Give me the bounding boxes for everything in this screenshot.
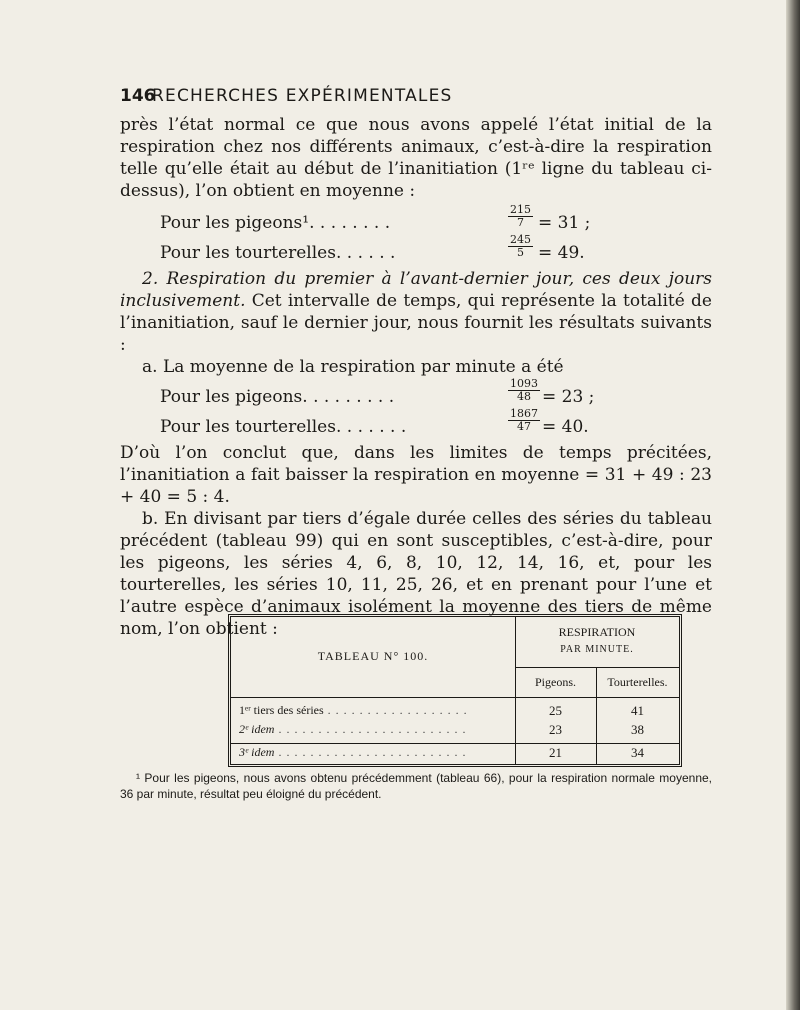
table-cell: 38 (631, 722, 644, 737)
column-header-tourterelles: Tourterelles. (607, 675, 668, 689)
equation-pigeons-period (120, 378, 712, 408)
equation-result: = 31 ; (538, 213, 591, 233)
body-text (120, 114, 712, 640)
equation-result: = 40. (542, 417, 589, 437)
paragraph-5: b. En divisant par tiers d’égale durée celles des séries du tableau précédent (tableau 99) qui en sont susceptibles, c’est-à-dire, pour les pigeons, les séries 4, 6, 8, 10, 12, 14, 16, et, pour les tourterelles, les séries 10, 11, 25, 26, et en prenant pour l’une et l’autre espèce d’animaux isolément la moyenne des tiers de même nom, l’on obtient : (120, 509, 712, 639)
table-row-label: 3ᵉ idem . . . . . . . . . . . . . . . . . . . . . . . . (239, 745, 467, 759)
table-group-header: RESPIRATION (558, 625, 636, 639)
fraction-numerator: 245 (510, 233, 531, 246)
equation-result: = 23 ; (542, 387, 595, 407)
paragraph-3: a. La moyenne de la respiration par minute a été (142, 357, 564, 377)
row-label-text: 2ᵉ idem (239, 722, 275, 736)
fraction-denominator: 5 (517, 246, 524, 259)
footnote-text: ¹ Pour les pigeons, nous avons obtenu précédemment (tableau 66), pour la respiration normale moyenne, 36 par minute, résultat peu éloigné du précédent. (120, 771, 712, 801)
table-cell: 34 (631, 745, 644, 760)
table-divider (231, 697, 679, 698)
page-number: 146 (120, 86, 156, 106)
fraction-denominator: 48 (517, 390, 531, 403)
row-label-text: 3ᵉ idem (239, 745, 275, 759)
fraction (508, 234, 533, 259)
footnote (120, 770, 712, 802)
equation-label: Pour les pigeons. . . . . . . . . (160, 387, 395, 407)
equation-tourterelles-period (120, 408, 712, 438)
fraction-numerator: 1093 (510, 377, 538, 390)
equation-result: = 49. (538, 243, 585, 263)
table-cell: 25 (549, 703, 562, 718)
data-table (228, 614, 682, 767)
fraction-numerator: 215 (510, 203, 531, 216)
paragraph-2-body: Cet intervalle de temps, qui représente la totalité de l’inanitiation, sauf le dernier jour, nous fournit les résultats suivants : (120, 291, 712, 355)
equation-label: Pour les tourterelles. . . . . . . (160, 417, 407, 437)
equation-label: Pour les pigeons¹. . . . . . . . (160, 213, 391, 233)
fraction (508, 204, 533, 229)
table-cell: 21 (549, 745, 562, 760)
table-cell: 41 (631, 703, 644, 718)
section-heading: 2. Respiration du premier à l’avant-dernier jour, ces deux jours inclusivement. (120, 269, 712, 311)
fraction (508, 408, 540, 433)
paragraph-2 (120, 268, 712, 356)
paragraph-1: près l’état normal ce que nous avons appelé l’état initial de la respiration chez nos différents animaux, c’est-à-dire la respiration telle qu’elle était au début de l’inanitiation (1ʳᵉ ligne du tableau ci-dessus), l’on obtient en moyenne : (120, 115, 712, 201)
running-title: RECHERCHES EXPÉRIMENTALES (152, 86, 453, 106)
equation-pigeons-normal (120, 204, 712, 234)
row-label-text: 1ᵉʳ tiers des séries (239, 703, 324, 717)
fraction-denominator: 47 (517, 420, 531, 433)
table-title: TABLEAU N° 100. (317, 649, 429, 663)
paragraph-4: D’où l’on conclut que, dans les limites de temps précitées, l’inanitiation a fait baisser la respiration en moyenne = 31 + 49 : 23 + 40 = 5 : 4. (120, 443, 712, 507)
table-row-label: 1ᵉʳ tiers des séries . . . . . . . . . . . . . . . . . . (239, 703, 468, 717)
table-divider (231, 743, 679, 744)
book-spine-shadow (786, 0, 800, 1010)
fraction-denominator: 7 (517, 216, 524, 229)
table-group-subheader: PAR MINUTE. (560, 644, 634, 655)
page-header (120, 86, 720, 108)
fraction-numerator: 1867 (510, 407, 538, 420)
equation-tourterelles-normal (120, 234, 712, 264)
fraction (508, 378, 540, 403)
equation-label: Pour les tourterelles. . . . . . (160, 243, 396, 263)
table-row-label: 2ᵉ idem . . . . . . . . . . . . . . . . . . . . . . . . (239, 722, 467, 736)
column-header-pigeons: Pigeons. (534, 675, 576, 689)
table-cell: 23 (549, 722, 562, 737)
table-divider (515, 667, 679, 668)
